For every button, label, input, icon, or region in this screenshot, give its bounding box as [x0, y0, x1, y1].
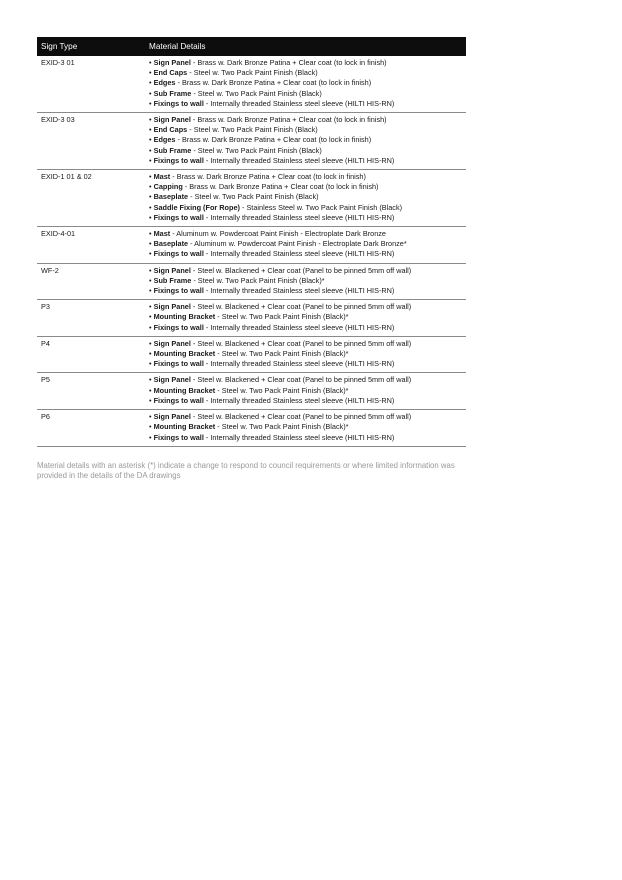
sign-type-cell: P6 [37, 410, 145, 447]
bullet-glyph: • [149, 125, 152, 135]
bullet-glyph: • [149, 385, 152, 395]
component-spec: - Internally threaded Stainless steel sleeve (HILTI HIS-RN) [203, 286, 395, 296]
bullet-glyph: • [149, 312, 152, 322]
bullet-glyph: • [149, 275, 152, 285]
header-sign-type: Sign Type [37, 37, 145, 56]
bullet-glyph: • [149, 249, 152, 259]
component-spec: - Internally threaded Stainless steel sleeve (HILTI HIS-RN) [203, 249, 395, 259]
bullet-glyph: • [149, 202, 152, 212]
component-spec: - Steel w. Two Pack Paint Finish (Black)* [215, 422, 349, 432]
component-label: Sign Panel [153, 58, 191, 67]
table-row [37, 227, 466, 264]
material-item [149, 312, 464, 322]
bullet-glyph: • [149, 212, 152, 222]
material-details-cell [145, 113, 466, 170]
component-spec: - Internally threaded Stainless steel sleeve (HILTI HIS-RN) [203, 432, 395, 442]
bullet-glyph: • [149, 229, 152, 239]
table-row [37, 410, 466, 447]
component-spec: - Brass w. Dark Bronze Patina + Clear coat (to lock in finish) [175, 135, 372, 145]
component-label: Sign Panel [153, 338, 191, 348]
bullet-glyph: • [149, 422, 152, 432]
component-label: Saddle Fixing (For Rope) [153, 202, 240, 212]
bullet-glyph: • [149, 135, 152, 145]
component-spec: - Internally threaded Stainless steel sleeve (HILTI HIS-RN) [203, 155, 395, 165]
material-item [149, 302, 464, 312]
component-label: Sign Panel [153, 302, 191, 312]
component-spec: - Brass w. Dark Bronze Patina + Clear coat (to lock in finish) [190, 58, 387, 67]
sign-type-cell: WF-2 [37, 263, 145, 300]
component-spec: - Aluminum w. Powdercoat Paint Finish - Electroplate Dark Bronze* [188, 239, 407, 249]
material-item [149, 286, 464, 296]
component-label: Sub Frame [153, 275, 192, 285]
table-row [37, 170, 466, 227]
table-row [37, 113, 466, 170]
bullet-glyph: • [149, 338, 152, 348]
material-item [149, 249, 464, 259]
component-label: Edges [153, 135, 176, 145]
material-item [149, 68, 464, 78]
component-label: Fixings to wall [153, 359, 204, 369]
material-item [149, 433, 464, 443]
table-row [37, 373, 466, 410]
material-item [149, 323, 464, 333]
sign-type-cell: EXID-3 03 [37, 113, 145, 170]
material-item [149, 89, 464, 99]
component-label: Mounting Bracket [153, 349, 216, 359]
bullet-glyph: • [149, 265, 152, 275]
material-item [149, 386, 464, 396]
material-details-cell [145, 263, 466, 300]
component-spec: - Steel w. Two Pack Paint Finish (Black) [188, 192, 319, 202]
material-details-cell [145, 336, 466, 373]
component-label: Baseplate [153, 192, 189, 202]
sign-type-cell: P3 [37, 300, 145, 337]
bullet-glyph: • [149, 239, 152, 249]
bullet-glyph: • [149, 78, 152, 88]
asterisk-footnote: Material details with an asterisk (*) indicate a change to respond to council requirements or where limited information was provided in the details of the DA drawings [37, 461, 455, 481]
material-item [149, 213, 464, 223]
table-body [37, 56, 466, 446]
component-spec: - Steel w. Blackened + Clear coat (Panel to be pinned 5mm off wall) [190, 412, 412, 422]
bullet-glyph: • [149, 375, 152, 385]
sign-type-cell: EXID-1 01 & 02 [37, 170, 145, 227]
bullet-glyph: • [149, 359, 152, 369]
bullet-glyph: • [149, 182, 152, 192]
component-label: Sub Frame [153, 145, 192, 155]
material-item [149, 115, 464, 125]
material-item [149, 99, 464, 109]
sign-type-cell: P5 [37, 373, 145, 410]
component-label: Sign Panel [153, 265, 191, 275]
material-item [149, 172, 464, 182]
material-details-cell [145, 410, 466, 447]
component-label: Sub Frame [153, 88, 192, 98]
component-spec: - Aluminum w. Powdercoat Paint Finish - Electroplate Dark Bronze [170, 229, 386, 239]
component-label: Mast [153, 229, 171, 239]
component-spec: - Steel w. Two Pack Paint Finish (Black)* [215, 385, 349, 395]
table-row [37, 336, 466, 373]
material-details-cell [145, 56, 466, 113]
material-item [149, 375, 464, 385]
bullet-glyph: • [149, 395, 152, 405]
bullet-glyph: • [149, 172, 152, 182]
component-label: Sign Panel [153, 412, 191, 422]
bullet-glyph: • [149, 432, 152, 442]
bullet-glyph: • [149, 88, 152, 98]
component-label: Sign Panel [153, 115, 191, 125]
component-spec: - Internally threaded Stainless steel sleeve (HILTI HIS-RN) [203, 98, 395, 108]
material-item [149, 78, 464, 88]
table-row [37, 56, 466, 113]
component-spec: - Stainless Steel w. Two Pack Paint Finish (Black) [239, 202, 403, 212]
header-material-details: Material Details [145, 37, 466, 56]
sign-type-cell: EXID-4-01 [37, 227, 145, 264]
component-label: Fixings to wall [153, 155, 204, 165]
bullet-glyph: • [149, 155, 152, 165]
bullet-glyph: • [149, 349, 152, 359]
material-item [149, 146, 464, 156]
component-spec: - Steel w. Two Pack Paint Finish (Black)* [215, 349, 349, 359]
material-item [149, 135, 464, 145]
material-item [149, 359, 464, 369]
component-label: Mast [153, 172, 171, 182]
material-details-cell [145, 300, 466, 337]
material-item [149, 239, 464, 249]
bullet-glyph: • [149, 58, 152, 67]
material-item [149, 125, 464, 135]
sign-type-cell: EXID-3 01 [37, 56, 145, 113]
bullet-glyph: • [149, 145, 152, 155]
table-row [37, 300, 466, 337]
component-spec: - Internally threaded Stainless steel sleeve (HILTI HIS-RN) [203, 212, 395, 222]
component-label: Fixings to wall [153, 286, 204, 296]
material-item [149, 58, 464, 68]
component-label: Mounting Bracket [153, 422, 216, 432]
sign-type-cell: P4 [37, 336, 145, 373]
component-label: Fixings to wall [153, 432, 204, 442]
component-spec: - Steel w. Two Pack Paint Finish (Black)* [191, 275, 325, 285]
bullet-glyph: • [149, 68, 152, 78]
bullet-glyph: • [149, 192, 152, 202]
bullet-glyph: • [149, 302, 152, 312]
component-label: Sign Panel [153, 375, 191, 385]
material-details-cell [145, 227, 466, 264]
component-label: Capping [153, 182, 183, 192]
material-item [149, 192, 464, 202]
material-item [149, 203, 464, 213]
component-label: Fixings to wall [153, 212, 204, 222]
material-item [149, 229, 464, 239]
component-label: Baseplate [153, 239, 189, 249]
component-spec: - Steel w. Two Pack Paint Finish (Black)* [215, 312, 349, 322]
bullet-glyph: • [149, 115, 152, 125]
material-details-cell [145, 373, 466, 410]
bullet-glyph: • [149, 322, 152, 332]
component-label: Fixings to wall [153, 98, 204, 108]
material-item [149, 182, 464, 192]
component-label: Mounting Bracket [153, 385, 216, 395]
component-spec: - Steel w. Two Pack Paint Finish (Black) [191, 88, 322, 98]
component-label: Fixings to wall [153, 322, 204, 332]
component-spec: - Internally threaded Stainless steel sleeve (HILTI HIS-RN) [203, 359, 395, 369]
component-label: Mounting Bracket [153, 312, 216, 322]
component-label: Fixings to wall [153, 395, 204, 405]
component-spec: - Steel w. Blackened + Clear coat (Panel to be pinned 5mm off wall) [190, 265, 412, 275]
material-item [149, 276, 464, 286]
component-spec: - Brass w. Dark Bronze Patina + Clear coat (to lock in finish) [170, 172, 366, 182]
bullet-glyph: • [149, 412, 152, 422]
table-header-row [37, 37, 466, 56]
material-item [149, 412, 464, 422]
material-schedule [37, 37, 466, 447]
component-label: Edges [153, 78, 176, 88]
material-item [149, 422, 464, 432]
material-details-table [37, 37, 466, 447]
material-item [149, 266, 464, 276]
component-spec: - Steel w. Two Pack Paint Finish (Black) [187, 68, 318, 78]
component-spec: - Brass w. Dark Bronze Patina + Clear coat (to lock in finish) [182, 182, 379, 192]
component-spec: - Internally threaded Stainless steel sleeve (HILTI HIS-RN) [203, 322, 395, 332]
component-label: Fixings to wall [153, 249, 204, 259]
component-label: End Caps [153, 125, 188, 135]
component-spec: - Steel w. Blackened + Clear coat (Panel to be pinned 5mm off wall) [190, 375, 412, 385]
component-spec: - Steel w. Two Pack Paint Finish (Black) [187, 125, 318, 135]
table-row [37, 263, 466, 300]
component-spec: - Steel w. Blackened + Clear coat (Panel to be pinned 5mm off wall) [190, 338, 412, 348]
bullet-glyph: • [149, 286, 152, 296]
material-details-cell [145, 170, 466, 227]
material-item [149, 349, 464, 359]
component-spec: - Steel w. Blackened + Clear coat (Panel to be pinned 5mm off wall) [190, 302, 412, 312]
material-item [149, 339, 464, 349]
material-item [149, 396, 464, 406]
component-spec: - Steel w. Two Pack Paint Finish (Black) [191, 145, 322, 155]
material-item [149, 156, 464, 166]
bullet-glyph: • [149, 98, 152, 108]
component-spec: - Brass w. Dark Bronze Patina + Clear coat (to lock in finish) [190, 115, 387, 125]
component-spec: - Brass w. Dark Bronze Patina + Clear coat (to lock in finish) [175, 78, 372, 88]
component-label: End Caps [153, 68, 188, 78]
component-spec: - Internally threaded Stainless steel sleeve (HILTI HIS-RN) [203, 395, 395, 405]
